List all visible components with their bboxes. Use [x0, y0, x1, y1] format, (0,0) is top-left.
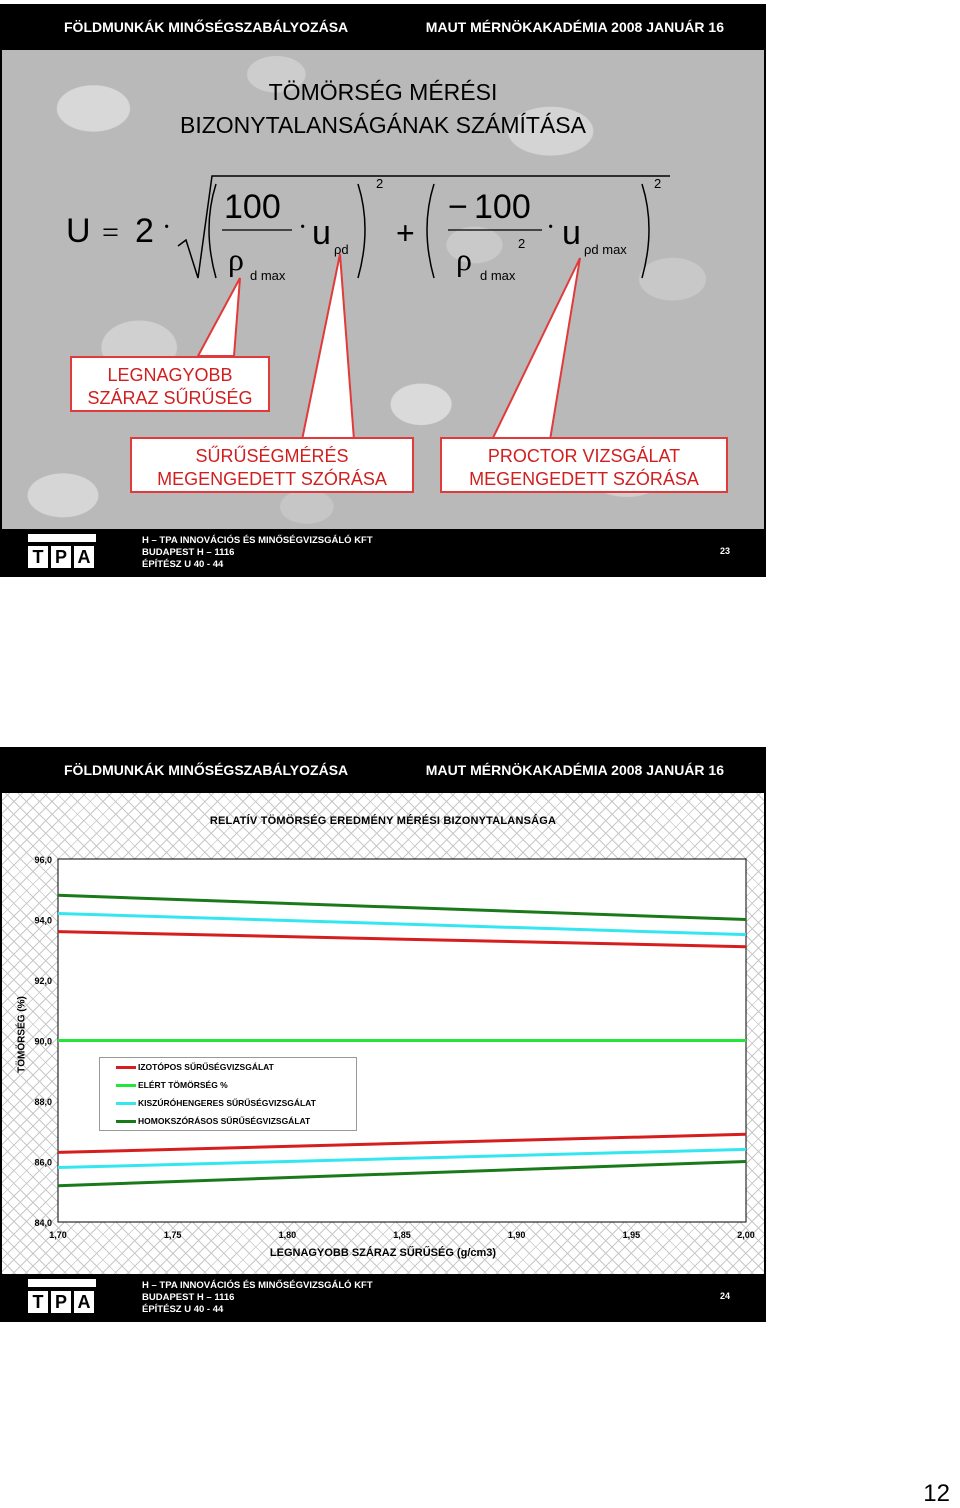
- formula-sub-rhod: ρd: [334, 242, 349, 257]
- y-tick-label: 84,0: [34, 1218, 52, 1228]
- slide-23: [0, 4, 766, 577]
- y-tick-label: 86,0: [34, 1157, 52, 1168]
- legend-swatch: [116, 1102, 136, 1105]
- slide-24: [0, 747, 766, 1322]
- formula-num2: 100: [474, 188, 531, 226]
- y-tick-label: 88,0: [34, 1097, 52, 1107]
- x-tick-label: 1,80: [278, 1230, 297, 1240]
- x-tick-label: 1,75: [163, 1230, 182, 1240]
- y-tick-label: 96,0: [34, 855, 52, 865]
- tpa-logo: T P A: [28, 1279, 96, 1317]
- formula-sub-dmax1: d max: [250, 268, 286, 283]
- callout-pointer-2: [302, 254, 354, 440]
- formula-coef: 2: [135, 212, 154, 250]
- formula-sub-rhodmax: ρd max: [584, 242, 627, 257]
- legend-swatch: [116, 1120, 136, 1123]
- formula-u2: u: [562, 214, 581, 252]
- formula-num1: 100: [224, 188, 281, 226]
- formula-lhs: U: [66, 212, 91, 250]
- formula-pow-1: 2: [376, 176, 384, 191]
- slide-number: 23: [719, 546, 730, 556]
- y-tick-label: 90,0: [34, 1036, 52, 1047]
- x-tick-label: 1,85: [393, 1230, 411, 1240]
- label-max-dry-density: LEGNAGYOBB SZÁRAZ SŰRŰSÉG: [70, 356, 270, 412]
- slide-number: 24: [719, 1291, 730, 1301]
- x-tick-label: 1,70: [49, 1230, 67, 1240]
- slide-title-line2: BIZONYTALANSÁGÁNAK SZÁMÍTÁSA: [180, 112, 586, 138]
- tpa-logo: T P A: [28, 534, 96, 572]
- callout-pointer-3: [492, 258, 580, 440]
- chart-legend: IZOTÓPOS SŰRŰSÉGVIZSGÁLAT ELÉRT TÖMÖRSÉG % KISZÚRÓHENGERES SŰRŰSÉGVIZSGÁLAT HOMOKSZÓRÁSOS SŰRŰSÉGVIZSGÁLAT: [99, 1057, 357, 1131]
- formula-pow-2: 2: [654, 176, 662, 191]
- x-tick-label: 2,00: [737, 1230, 755, 1240]
- label-density-std-dev: SŰRŰSÉGMÉRÉS MEGENGEDETT SZÓRÁSA: [130, 437, 414, 493]
- header-event: MAUT MÉRNÖKAKADÉMIA 2008 JANUÁR 16: [425, 19, 724, 35]
- header-course-title: FÖLDMUNKÁK MINŐSÉGSZABÁLYOZÁSA: [64, 762, 349, 778]
- header-event: MAUT MÉRNÖKAKADÉMIA 2008 JANUÁR 16: [425, 762, 724, 778]
- formula-dot3: ·: [546, 212, 556, 243]
- legend-swatch: [116, 1084, 136, 1087]
- callout-pointer-1: [198, 278, 240, 356]
- formula-pow-inner: 2: [518, 236, 526, 251]
- y-axis-label: TÖMÖRSÉG (%): [16, 996, 28, 1073]
- formula-plus: +: [396, 215, 415, 251]
- company-address: H – TPA INNOVÁCIÓS ÉS MINŐSÉGVIZSGÁLÓ KFT BUDAPEST H – 1116 ÉPÍTÉSZ U 40 - 44: [142, 535, 373, 570]
- formula-dot2: ·: [298, 212, 308, 243]
- slide-footer: [2, 1274, 764, 1320]
- x-tick-label: 1,90: [507, 1230, 526, 1240]
- x-tick-label: 1,95: [622, 1230, 641, 1240]
- formula-equals: =: [102, 216, 119, 249]
- x-axis-label: LEGNAGYOBB SZÁRAZ SŰRŰSÉG (g/cm3): [269, 1247, 497, 1259]
- header-course-title: FÖLDMUNKÁK MINŐSÉGSZABÁLYOZÁSA: [64, 19, 349, 35]
- slide-footer: [2, 529, 764, 575]
- formula-rho1: ρ: [228, 241, 244, 277]
- chart-title: RELATÍV TÖMÖRSÉG EREDMÉNY MÉRÉSI BIZONYTALANSÁGA: [209, 815, 557, 827]
- formula-sub-dmax2: d max: [480, 268, 516, 283]
- company-address: H – TPA INNOVÁCIÓS ÉS MINŐSÉGVIZSGÁLÓ KFT BUDAPEST H – 1116 ÉPÍTÉSZ U 40 - 44: [142, 1280, 373, 1315]
- formula-u1: u: [312, 214, 331, 252]
- line-chart: [2, 749, 764, 1322]
- legend-swatch: [116, 1066, 136, 1069]
- y-tick-label: 94,0: [34, 915, 52, 926]
- y-tick-label: 92,0: [34, 976, 52, 986]
- page-number: 12: [923, 1480, 950, 1507]
- formula-minus: −: [448, 188, 468, 226]
- label-proctor-std-dev: PROCTOR VIZSGÁLAT MEGENGEDETT SZÓRÁSA: [440, 437, 728, 493]
- formula-rho2: ρ: [456, 241, 472, 277]
- formula-dot: ·: [162, 212, 172, 243]
- slide-title-line1: TÖMÖRSÉG MÉRÉSI: [268, 79, 498, 105]
